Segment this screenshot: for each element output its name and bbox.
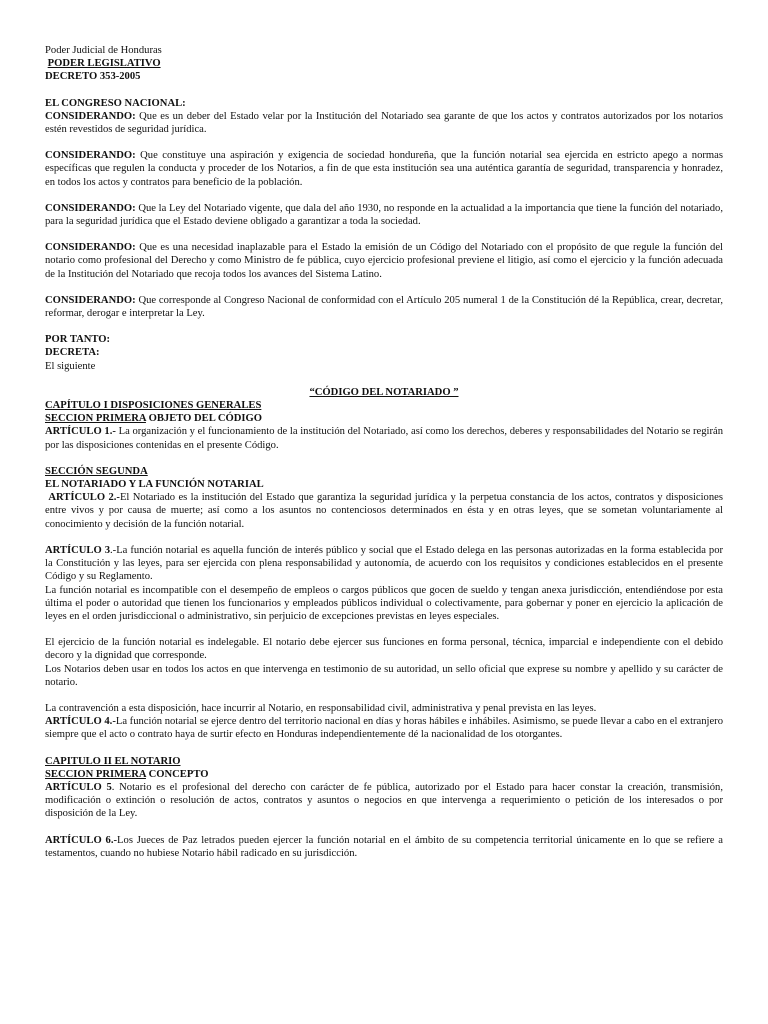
- code-title: “CÓDIGO DEL NOTARIADO ”: [309, 386, 459, 398]
- article-6: ARTÍCULO 6.-Los Jueces de Paz letrados pueden ejercer la función notarial en el ámbito de su competencia territorial únicamente en lo que se refiere a testamentos, cuando no hubiese Notario hábil radicado en su jurisdicción.: [45, 834, 723, 859]
- considerando-label: CONSIDERANDO:: [45, 242, 136, 254]
- considerando-2: CONSIDERANDO: Que constituye una aspiración y exigencia de sociedad hondureña, que la función notarial sea ejercida en estricto apego a normas específicas que regulen la conducta y proceder de los Notarios, a fin de que esta institución sea una auténtica garantía de seguridad, transparencia y honradez, en todos los actos y contratos para beneficio de la población.: [45, 150, 723, 188]
- article-3-paragraph-4: Los Notarios deben usar en todos los actos en que intervenga en testimonio de su autoridad, un sello oficial que exprese su nombre y apellido y su carácter de notario.: [45, 663, 723, 688]
- considerando-5: CONSIDERANDO: Que corresponde al Congreso Nacional de conformidad con el Artículo 205 numeral 1 de la Constitución dé la República, crear, decretar, reformar, derogar e interpretar la Ley.: [45, 294, 723, 320]
- article-3-paragraph-3: El ejercicio de la función notarial es indelegable. El notario debe ejercer sus funciones en forma personal, técnica, imparcial e independiente con el debido decoro y la dignidad que corresponde.: [45, 637, 723, 662]
- article-3: ARTÍCULO 3.-La función notarial es aquella función de interés público y social que el Estado delega en las personas autorizadas en la forma establecida por la Constitución y las leyes, para ser ejercida con plena responsabilidad y autonomía, de acuerdo con los requisitos y condiciones establecidos en el presente Código y su Reglamento.: [45, 544, 724, 583]
- document-page: [45, 44, 723, 860]
- article-label: ARTÍCULO 6.-: [45, 834, 118, 846]
- article-5: ARTÍCULO 5. Notario es el profesional del derecho con carácter de fe pública, autorizado por el Estado para hacer constar la creación, transmisión, modificación o extinción o resolución de actos, contratos y asuntos o negocios en que intervenga a requerimiento o petición de los interesados o por disposición de la Ley.: [45, 781, 723, 820]
- branch-heading-text: PODER LEGISLATIVO: [47, 58, 161, 70]
- considerando-label: CONSIDERANDO:: [45, 150, 136, 162]
- considerando-3: CONSIDERANDO: Que la Ley del Notariado vigente, que dala del año 1930, no responde en la actualidad a la importancia que tiene la función del notariado, para la seguridad jurídica que el Estado deviene obligado a garantizar a toda la sociedad.: [45, 202, 723, 228]
- considerando-label: CONSIDERANDO:: [45, 202, 136, 214]
- considerando-label: CONSIDERANDO:: [45, 110, 136, 122]
- chapter-1-section-2-label: SECCIÓN SEGUNDA: [45, 465, 148, 477]
- decreta-heading: DECRETA:: [45, 347, 100, 359]
- article-label: ARTÍCULO 3: [45, 544, 111, 556]
- congress-heading: EL CONGRESO NACIONAL:: [45, 97, 186, 109]
- article-2: ARTÍCULO 2.-El Notariado es la institución del Estado que garantiza la seguridad jurídica y la perpetua constancia de los actos, contratos y disposiciones entre vivos y por causa de muerte; así como a los asuntos no contenciosos determinados en ésta y en otras leyes, que se sometan voluntariamente al conocimiento y decisión de la función notarial.: [45, 492, 723, 530]
- por-tanto-heading: POR TANTO:: [45, 334, 111, 346]
- considerando-4: CONSIDERANDO: Que es una necesidad inaplazable para el Estado la emisión de un Código del Notariado con el propósito de que regule la función del notario como profesional del Derecho y como Ministro de fe pública, cuyo ejercicio profesional previene el litigio, así como el ejercicio y la función adecuada de la Institución del Notariado que recoja todos los avances del Sistema Latino.: [45, 242, 723, 280]
- chapter-2-section-1-heading: SECCION PRIMERA CONCEPTO: [45, 768, 209, 780]
- branch-heading: [45, 57, 723, 70]
- considerando-label: CONSIDERANDO:: [45, 294, 136, 306]
- article-4: ARTÍCULO 4.-La función notarial se ejerce dentro del territorio nacional en días y horas hábiles e inhábiles. Asimismo, se puede llevar a cabo en el extranjero siempre que el acto o contrato haya de surtir efecto en Honduras independientemente dé la nacionalidad de los otorgantes.: [45, 716, 724, 741]
- siguiente-line: El siguiente: [45, 360, 96, 372]
- article-1: ARTÍCULO 1.- La organización y el funcionamiento de la institución del Notariado, así como los derechos, deberes y responsabilidades del Notario se regirán por las disposiciones contenidas en el presente Código.: [45, 426, 723, 451]
- chapter-1-title: CAPÍTULO I DISPOSICIONES GENERALES: [45, 400, 262, 412]
- chapter-2-title: CAPITULO II EL NOTARIO: [45, 755, 181, 767]
- considerando-1: CONSIDERANDO: Que es un deber del Estado velar por la Institución del Notariado sea garante de que los actos y contratos autorizados por los notarios estén revestidos de seguridad jurídica.: [45, 110, 724, 136]
- decree-number: DECRETO 353-2005: [45, 71, 141, 83]
- article-label: ARTÍCULO 1.-: [45, 426, 116, 438]
- article-label: ARTÍCULO 5: [45, 781, 112, 793]
- article-label: ARTÍCULO 2.-: [48, 492, 120, 504]
- article-3-paragraph-5: La contravención a esta disposición, hace incurrir al Notario, en responsabilidad civil, administrativa y penal prevista en las leyes.: [45, 702, 597, 714]
- chapter-1-section-1-heading: SECCION PRIMERA OBJETO DEL CÓDIGO: [45, 413, 263, 425]
- article-3-paragraph-2: La función notarial es incompatible con el desempeño de empleos o cargos públicos que gocen de sueldo y tengan anexa jurisdicción, entendiéndose por esta última el poder o autoridad que tienen los funcionarios y empleados públicos individual o colectivamente, para gobernar y poner en ejercicio la aplicación de leyes en el orden jurisdiccional o administrativo, sin perjuicio de excepciones previstas en leyes especiales.: [45, 584, 723, 622]
- chapter-1-section-2-title: EL NOTARIADO Y LA FUNCIÓN NOTARIAL: [45, 479, 264, 491]
- article-label: ARTÍCULO 4.-: [45, 716, 116, 728]
- issuer-line: Poder Judicial de Honduras: [45, 45, 162, 56]
